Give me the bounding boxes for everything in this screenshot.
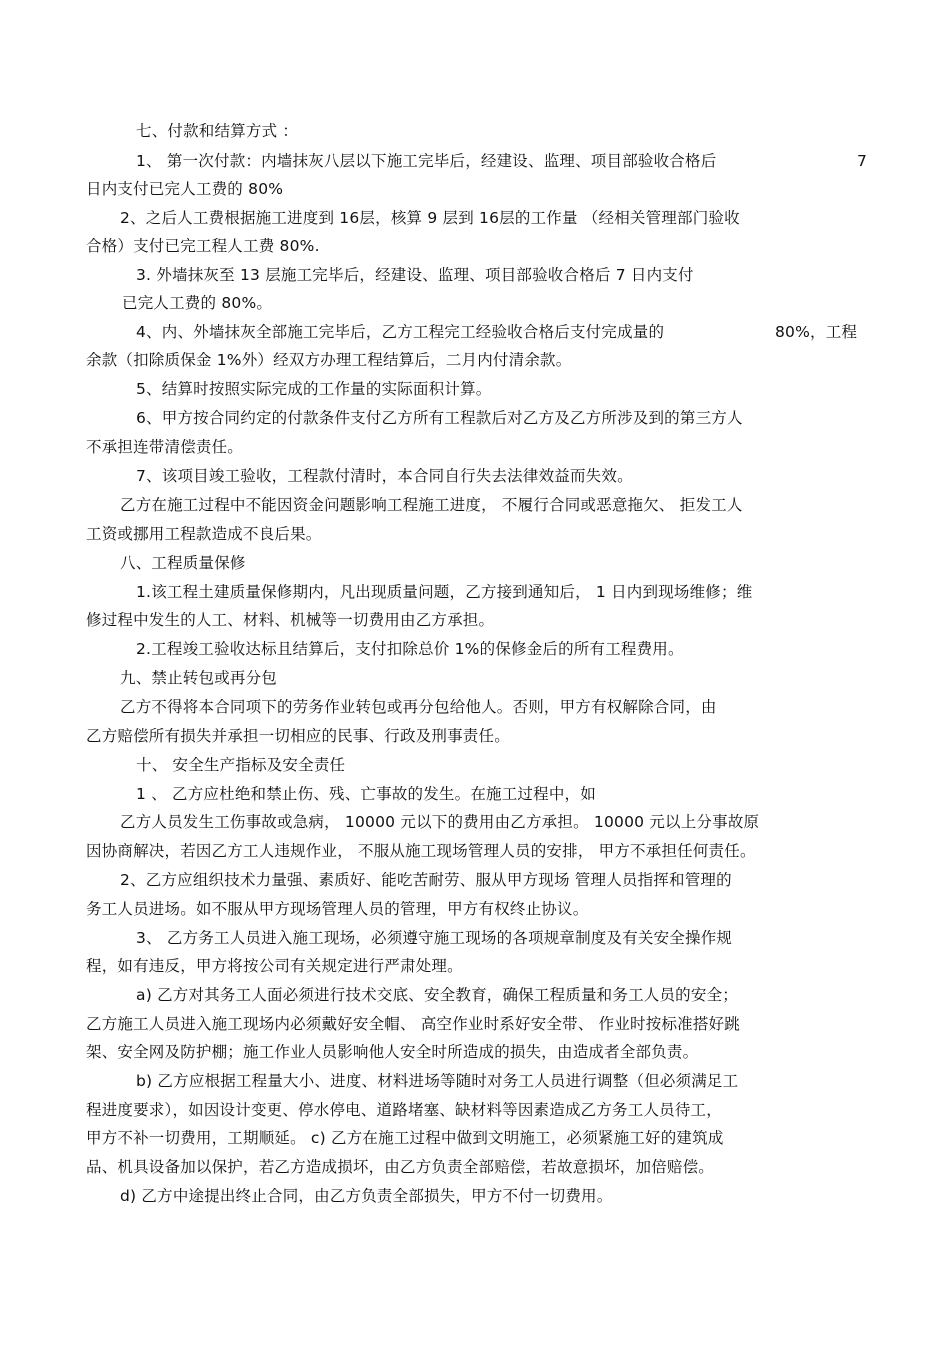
clause-7-4-line-2: 余款（扣除质保金 1%外）经双方办理工程结算后，二月内付清余款。 [86,351,572,369]
section-8-heading: 八、工程质量保修 [120,554,246,572]
clause-7-6-line-1: 6、甲方按合同约定的付款条件支付乙方所有工程款后对乙方及乙方所涉及到的第三方人 [136,409,743,427]
clause-10-1-line-3: 因协商解决，若因乙方工人违规作业， 不服从施工现场管理人员的安排， 甲方不承担任何责任。 [86,842,756,860]
clause-10-3-line-2: 程，如有违反，甲方将按公司有关规定进行严肃处理。 [86,957,463,975]
clause-10-3-a-line-3: 架、安全网及防护棚；施工作业人员影响他人安全时所造成的损失，由造成者全部负责。 [86,1043,699,1061]
clause-7-2-line-2: 合格）支付已完工程人工费 80%. [86,237,320,255]
clause-7-6-line-2: 不承担连带清偿责任。 [86,438,244,456]
clause-7-4-percent: 80%，工程 [775,323,858,341]
clause-7-3-line-2: 已完人工费的 80%。 [122,294,273,312]
section-7-heading: 七、付款和结算方式 ： [136,122,299,140]
clause-10-3-a-line-2: 乙方施工人员进入施工现场内必须戴好安全帽、 高空作业时系好安全带、 作业时按标准搭好跳 [86,1015,740,1033]
clause-10-3-c-line-1: 甲方不补一切费用，工期顺延。 c) 乙方在施工过程中做到文明施工，必须紧施工好的建筑成 [86,1129,724,1147]
section-9-heading: 九、禁止转包或再分包 [120,669,278,687]
clause-7-1-line-1: 1、 第一次付款：内墙抹灰八层以下施工完毕后，经建设、监理、项目部验收合格后 [136,152,717,170]
clause-7-1-line-2: 日内支付已完人工费的 80% [86,180,284,198]
clause-8-1-line-1: 1.该工程土建质量保修期内，凡出现质量问题，乙方接到通知后， 1 日内到现场维修；维 [136,583,753,601]
clause-8-1-line-2: 修过程中发生的人工、材料、机械等一切费用由乙方承担。 [86,611,495,629]
clause-10-3-c-line-2: 品、机具设备加以保护，若乙方造成损坏，由乙方负责全部赔偿，若故意损坏，加倍赔偿。 [86,1158,715,1176]
clause-7-7: 7、该项目竣工验收，工程款付清时，本合同自行失去法律效益而失效。 [136,467,633,485]
clause-10-3-d: d) 乙方中途提出终止合同，由乙方负责全部损失，甲方不付一切费用。 [120,1187,613,1205]
clause-10-3-a-line-1: a) 乙方对其务工人面必须进行技术交底、安全教育，确保工程质量和务工人员的安全； [136,986,738,1004]
section-10-heading: 十、 安全生产指标及安全责任 [136,756,346,774]
clause-10-3-b-line-2: 程进度要求），如因设计变更、停水停电、道路堵塞、缺材料等因素造成乙方务工人员待工， [86,1101,722,1119]
clause-9-line-1: 乙方不得将本合同项下的劳务作业转包或再分包给他人。否则，甲方有权解除合同，由 [120,698,717,716]
clause-10-3-b-line-1: b) 乙方应根据工程量大小、进度、材料进场等随时对务工人员进行调整（但必须满足工 [136,1072,739,1090]
clause-7-extra-line-1: 乙方在施工过程中不能因资金问题影响工程施工进度， 不履行合同或恶意拖欠、 拒发工人 [120,496,743,514]
clause-7-2-line-1: 2、之后人工费根据施工进度到 16层，核算 9 层到 16层的工作量 （经相关管理部门验收 [120,209,740,227]
clause-10-1-line-1: 1 、 乙方应杜绝和禁止伤、残、亡事故的发生。在施工过程中，如 [136,785,596,803]
clause-8-2: 2.工程竣工验收达标且结算后，支付扣除总价 1%的保修金后的所有工程费用。 [136,640,684,658]
clause-7-4-line-1: 4、内、外墙抹灰全部施工完毕后，乙方工程完工经验收合格后支付完成量的 [136,323,665,341]
clause-10-2-line-1: 2、乙方应组织技术力量强、素质好、能吃苦耐劳、服从甲方现场 管理人员指挥和管理的 [120,871,732,889]
clause-9-line-2: 乙方赔偿所有损失并承担一切相应的民事、行政及刑事责任。 [86,727,510,745]
clause-7-1-days: 7 [857,152,868,170]
clause-10-1-line-2: 乙方人员发生工伤事故或急病， 10000 元以下的费用由乙方承担。 10000 元以上分事故原 [120,813,760,831]
clause-7-extra-line-2: 工资或挪用工程款造成不良后果。 [86,525,322,543]
clause-7-5: 5、结算时按照实际完成的工作量的实际面积计算。 [136,380,492,398]
clause-10-2-line-2: 务工人员进场。如不服从甲方现场管理人员的管理，甲方有权终止协议。 [86,900,589,918]
clause-7-3-line-1: 3. 外墙抹灰至 13 层施工完毕后，经建设、监理、项目部验收合格后 7 日内支付 [136,266,694,284]
clause-10-3-line-1: 3、 乙方务工人员进入施工现场，必须遵守施工现场的各项规章制度及有关安全操作规 [136,929,733,947]
